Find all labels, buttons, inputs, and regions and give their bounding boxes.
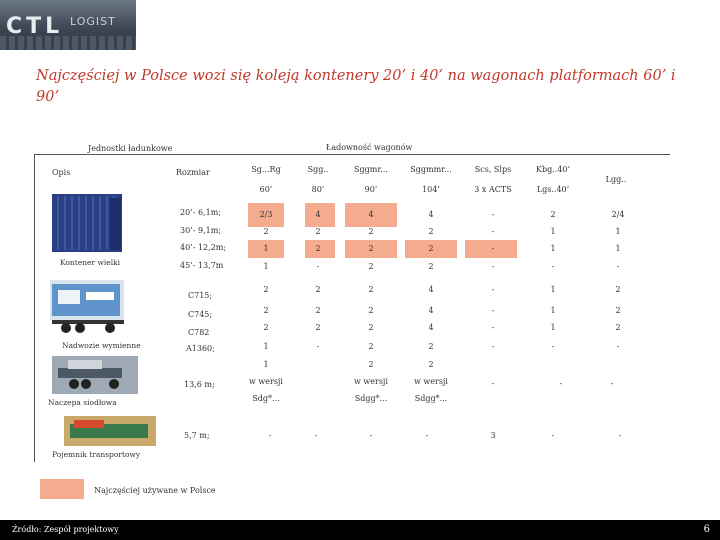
table-cell: - [491,262,495,271]
table-cell: 2 [428,262,434,271]
table-cell: - [491,227,495,236]
table-cell: 2 [615,306,621,315]
table-top-border [34,154,670,155]
table-cell: - [491,379,495,388]
table-cell: - [491,323,495,332]
transport-bin-image [64,416,156,446]
table-cell: 4 [428,285,434,294]
cell-line: 2 [428,360,434,369]
column-header-line: Lgg.. [605,175,627,184]
table-cell: 1 [263,244,269,253]
table-cell: 2 [368,262,374,271]
table-cell: 1 [550,306,556,315]
table-cell: 2 [428,227,434,236]
size-label: C745; [188,310,213,319]
table-cell: 2 [263,323,269,332]
table-cell: - [491,244,495,253]
cell-line: Sdgg*... [354,394,388,403]
description-header: Opis [52,168,71,177]
column-header-lgg [594,170,638,190]
column-header-sg [246,160,286,200]
cell-line: 1 [263,360,269,369]
slide-title: Najczęściej w Polsce wozi się koleją kontenery 20’ i 40’ na wagonach platformach 60’ i 90’ [36,68,676,105]
table-cell: - [616,262,620,271]
table-cell: - [551,262,555,271]
table-cell: 1 [550,323,556,332]
table-cell: 2 [263,227,269,236]
table-cell: - [268,431,272,440]
table-cell: 1 [550,244,556,253]
size-label: 5,7 m; [184,431,210,440]
table-cell: - [491,342,495,351]
table-cell: 2 [368,227,374,236]
header-banner [0,0,720,52]
group-label-transport-bin: Pojemnik transportowy [52,450,141,459]
cell-line: w wersji [249,377,283,386]
table-cell: 2 [263,306,269,315]
column-header-line: 104’ [422,185,440,194]
source-note: Źródło: Zespół projektowy [12,525,119,534]
table-cell: - [610,379,614,388]
legend-label: Najczęściej używane w Polsce [94,486,216,495]
table-cell: 2 [263,285,269,294]
column-header-line: Sggmr... [354,165,388,174]
table-cell: 2 [368,323,374,332]
column-header-line: Kbg..40’ [535,165,571,174]
table-cell: 1 [550,227,556,236]
table-cell: 4 [428,210,434,219]
table-cell: 2 [615,285,621,294]
table-cell: 4 [315,210,321,219]
column-header-line: Sg...Rg [251,165,281,174]
size-label: 13,6 m; [184,380,215,389]
column-header-sggmmr [404,160,458,200]
cell-line: 2 [368,360,374,369]
table-cell-multiline [340,356,402,407]
table-cell: 2/3 [259,210,273,219]
table-cell: 2 [368,342,374,351]
table-cell: 2 [368,244,374,253]
capacity-header: Ładowność wagonów [326,143,413,152]
table-cell: 2 [368,285,374,294]
table-cell: - [551,431,555,440]
table-cell: - [491,210,495,219]
column-header-line: 60’ [259,185,273,194]
table-cell: - [491,306,495,315]
table-cell: - [369,431,373,440]
table-cell: 2 [315,323,321,332]
units-header: Jednostki ładunkowe [88,144,173,153]
table-cell: 2 [550,210,556,219]
table-cell: - [314,431,318,440]
logo-text: CTL [6,14,64,39]
size-label: 45’- 13,7m [180,261,224,270]
column-header-line: 90’ [364,185,378,194]
ctl-logo [0,0,136,50]
swap-body-image [50,280,126,338]
cell-line: Sdgg*... [414,394,448,403]
shipping-container-image [52,188,124,254]
table-cell: 1 [550,285,556,294]
cell-line: w wersji [414,377,448,386]
cell-line: w wersji [354,377,388,386]
group-label-container: Kontener wielki [60,258,121,267]
page-number: 6 [703,524,710,535]
table-cell-multiline [240,356,292,407]
group-label-swap-body: Nadwozie wymienne [62,341,141,350]
table-cell: - [316,342,320,351]
column-header-sggmr [346,160,396,200]
table-cell: - [425,431,429,440]
semi-trailer-image [52,356,140,396]
table-cell: 3 [490,431,496,440]
table-left-border [34,154,35,462]
size-label: 40’- 12,2m; [180,243,227,252]
table-cell: 1 [615,227,621,236]
table-cell: 4 [428,306,434,315]
column-header-line: Scs, Slps [474,165,512,174]
size-header: Rozmiar [176,168,210,177]
column-header-line: 3 x ACTS [474,185,512,194]
size-label: 20’- 6,1m; [180,208,221,217]
table-cell: - [316,262,320,271]
size-label: 30’- 9,1m; [180,226,221,235]
table-cell: 2 [315,285,321,294]
column-header-sgg [298,160,338,200]
table-cell: 2 [615,323,621,332]
size-label: C782 [188,328,210,337]
column-header-line: Sgg.. [307,165,329,174]
table-cell: 1 [615,244,621,253]
table-cell: 2 [368,306,374,315]
table-cell: 2 [315,227,321,236]
table-cell: 1 [263,342,269,351]
logo-subtext: LOGIST [70,15,116,28]
column-header-scs [466,160,520,200]
table-cell: - [618,431,622,440]
column-header-line: Lgs..40’ [536,185,570,194]
table-cell: - [616,342,620,351]
column-header-kbg [526,160,580,200]
table-cell: 2 [428,342,434,351]
table-cell: - [491,285,495,294]
column-header-line: 80’ [311,185,325,194]
size-label: A1360; [186,344,215,353]
table-cell: 2 [315,244,321,253]
table-cell: 4 [368,210,374,219]
size-label: C715; [188,291,213,300]
cell-line: Sdg*... [252,394,280,403]
legend-swatch [40,479,84,499]
table-cell: - [551,342,555,351]
table-cell: - [559,379,563,388]
table-cell: 2/4 [611,210,625,219]
group-label-semi-trailer: Naczepa siodłowa [48,398,117,407]
table-cell-multiline [400,356,462,407]
table-cell: 4 [428,323,434,332]
table-cell: 1 [263,262,269,271]
column-header-line: Sggmmr... [410,165,452,174]
table-cell: 2 [428,244,434,253]
table-cell: 2 [315,306,321,315]
